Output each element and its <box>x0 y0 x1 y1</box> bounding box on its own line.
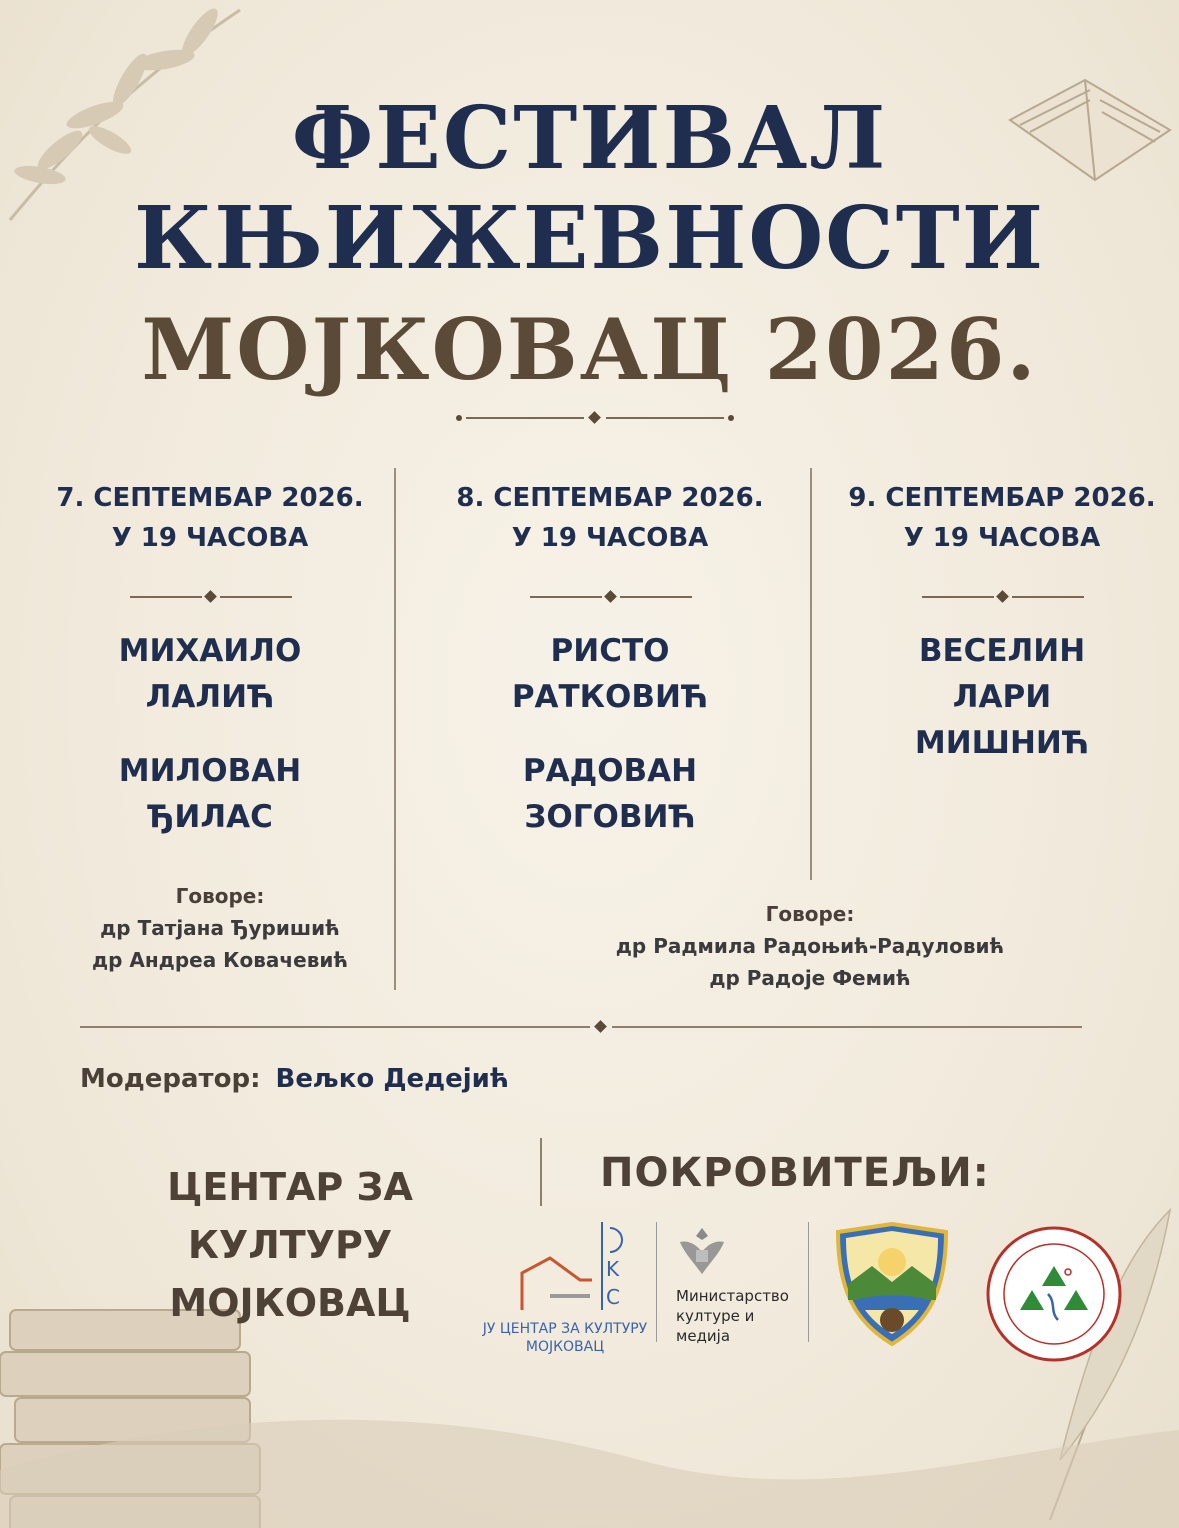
day-time: У 19 ЧАСОВА <box>111 523 309 553</box>
column-ornament <box>130 592 290 602</box>
day-column-1 <box>30 478 390 835</box>
day-date: 8. СЕПТЕМБАР 2026. <box>456 483 764 513</box>
title-line-3: МОЈКОВАЦ 2026. <box>141 300 1038 399</box>
column-ornament <box>530 592 690 602</box>
organizer <box>60 1158 520 1332</box>
speakers-right <box>560 898 1060 994</box>
oks-logo-icon <box>510 1218 630 1318</box>
day-time: У 19 ЧАСОВА <box>511 523 709 553</box>
author-name: ЛАРИ <box>952 679 1052 715</box>
day-time: У 19 ЧАСОВА <box>903 523 1101 553</box>
author-name: ЗОГОВИЋ <box>524 799 696 835</box>
author-name: ЂИЛАС <box>147 799 273 835</box>
ministry-logo-text <box>676 1286 789 1346</box>
author-name: РАДОВАН <box>522 753 698 789</box>
logo-divider-1 <box>656 1222 657 1342</box>
speaker-name: др Радоје Фемић <box>709 966 911 990</box>
logo-divider-2 <box>808 1222 809 1342</box>
oks-line-2: МОЈКОВАЦ <box>525 1339 605 1355</box>
oks-line-1: ЈУ ЦЕНТАР ЗА КУЛТУРУ <box>482 1321 648 1337</box>
tourist-organization-logo-icon <box>984 1224 1124 1364</box>
author-name: РИСТО <box>550 633 670 669</box>
moderator-name: Вељко Дедејић <box>275 1064 509 1094</box>
title-line-1: ФЕСТИВАЛ <box>291 88 888 189</box>
author-name: МИШНИЋ <box>914 725 1090 761</box>
day-date: 7. СЕПТЕМБАР 2026. <box>56 483 364 513</box>
author-name: ЛАЛИЋ <box>145 679 275 715</box>
ministry-line-2: културе и <box>676 1307 755 1325</box>
author-name: РАТКОВИЋ <box>511 679 709 715</box>
municipality-crest-icon <box>832 1222 952 1346</box>
moderator <box>80 1064 509 1094</box>
title-line-2: КЊИЖЕВНОСТИ <box>134 188 1045 289</box>
author-name: МИЛОВАН <box>118 753 302 789</box>
column-ornament <box>922 592 1082 602</box>
moderator-label: Модератор: <box>80 1064 261 1094</box>
speakers-left <box>50 880 390 976</box>
speaker-name: др Андреа Ковачевић <box>91 948 349 972</box>
column-divider-right <box>810 468 812 880</box>
author-name: ВЕСЕЛИН <box>918 633 1086 669</box>
organizer-line-2: МОЈКОВАЦ <box>169 1281 411 1325</box>
day-column-2 <box>430 478 790 835</box>
coat-of-arms-icon <box>672 1222 732 1282</box>
speakers-label: Говоре: <box>765 902 855 926</box>
svg-text:C: C <box>606 1285 620 1309</box>
day-column-3 <box>822 478 1179 761</box>
svg-text:K: K <box>606 1257 620 1281</box>
author-name: МИХАИЛО <box>118 633 302 669</box>
organizer-divider <box>540 1138 542 1206</box>
speaker-name: др Радмила Радоњић-Радуловић <box>615 934 1005 958</box>
organizer-line-1: ЦЕНТАР ЗА КУЛТУРУ <box>167 1165 413 1267</box>
ministry-line-3: медија <box>676 1327 731 1345</box>
speakers-label: Говоре: <box>175 884 265 908</box>
bottom-wave-decoration <box>0 1390 1179 1528</box>
speaker-name: др Татјана Ђуришић <box>100 916 340 940</box>
sponsors-title: ПОКРОВИТЕЉИ: <box>600 1150 990 1196</box>
oks-logo-text <box>480 1320 650 1356</box>
day-date: 9. СЕПТЕМБАР 2026. <box>848 483 1156 513</box>
ministry-line-1: Министарство <box>676 1287 789 1305</box>
column-divider-left <box>394 468 396 990</box>
